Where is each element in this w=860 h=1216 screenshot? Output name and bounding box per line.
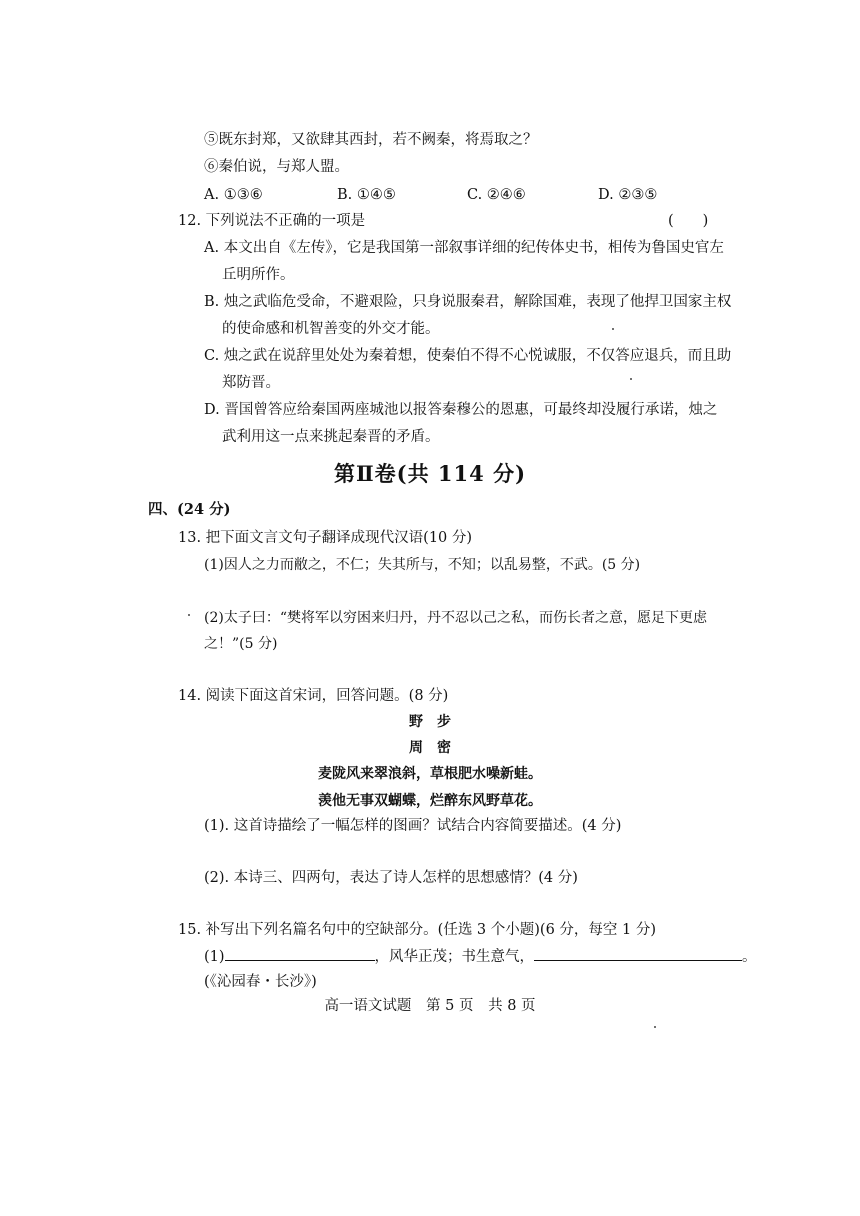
q12-stem: 12. 下列说法不正确的一项是 bbox=[178, 213, 366, 229]
footer-subject: 高一语文试题 bbox=[324, 998, 412, 1014]
q15-item-1-middle: ，风华正茂；书生意气， bbox=[374, 949, 535, 965]
scan-speck bbox=[612, 328, 614, 330]
footer-total-pages: 共 8 页 bbox=[488, 998, 536, 1014]
q13-stem: 13. 把下面文言文句子翻译成现代汉语(10 分) bbox=[178, 530, 473, 546]
q15-item-1-source: (《沁园春・长沙》) bbox=[204, 974, 317, 990]
scan-speck bbox=[188, 614, 190, 616]
poem-author: 周 密 bbox=[409, 740, 451, 756]
q12-option-d-line2: 武利用这一点来挑起秦晋的矛盾。 bbox=[222, 429, 440, 445]
poem-title: 野 步 bbox=[409, 714, 451, 730]
q11-item-5: ⑤既东封郑，又欲肆其西封，若不阙秦，将焉取之？ bbox=[204, 132, 538, 148]
q13-sentence-2-line1: (2)太子曰：“樊将军以穷困来归丹，丹不忍以己之私，而伤长者之意，愿足下更虑 bbox=[204, 610, 707, 626]
q13-sentence-1: (1)因人之力而敝之，不仁；失其所与，不知；以乱易整，不武。(5 分) bbox=[204, 557, 641, 573]
page-footer bbox=[0, 996, 860, 1016]
q12-option-c-line1: C. 烛之武在说辞里处处为秦着想，使秦伯不得不心悦诚服，不仅答应退兵，而且助 bbox=[204, 348, 732, 364]
q14-stem: 14. 阅读下面这首宋词，回答问题。(8 分) bbox=[178, 688, 449, 704]
q15-blank-2[interactable] bbox=[534, 946, 742, 961]
poem-line-1: 麦陇风来翠浪斜，草根肥水噪新蛙。 bbox=[318, 766, 542, 782]
scan-speck bbox=[654, 1026, 656, 1028]
q15-blank-1[interactable] bbox=[225, 946, 375, 961]
q14-sub-question-1: (1). 这首诗描绘了一幅怎样的图画？试结合内容简要描述。(4 分) bbox=[204, 818, 622, 834]
q12-answer-paren: ( ) bbox=[668, 213, 709, 229]
footer-page-number: 第 5 页 bbox=[426, 998, 474, 1014]
q12-option-b-line1: B. 烛之武临危受命，不避艰险，只身说服秦君，解除国难，表现了他捍卫国家主权 bbox=[204, 294, 732, 310]
part4-heading: 四、(24 分) bbox=[148, 501, 231, 518]
q12-option-b-line2: 的使命感和机智善变的外交才能。 bbox=[222, 321, 440, 337]
q12-option-c-line2: 郑防晋。 bbox=[222, 375, 280, 391]
q15-fill-line-1 bbox=[204, 946, 757, 967]
q11-option-d: D. ②③⑤ bbox=[598, 187, 658, 203]
q13-sentence-2-line2: 之！”(5 分) bbox=[204, 636, 278, 652]
scan-speck bbox=[630, 378, 632, 380]
q12-option-a-line2: 丘明所作。 bbox=[222, 267, 295, 283]
q15-stem: 15. 补写出下列名篇名句中的空缺部分。(任选 3 个小题)(6 分，每空 1 分) bbox=[178, 922, 657, 938]
section-title: 第Ⅱ卷(共 114 分) bbox=[333, 461, 527, 486]
q15-item-1-end: 。 bbox=[742, 949, 757, 965]
q14-sub-question-2: (2). 本诗三、四两句，表达了诗人怎样的思想感情？(4 分) bbox=[204, 870, 578, 886]
q12-option-a-line1: A. 本文出自《左传》，它是我国第一部叙事详细的纪传体史书，相传为鲁国史官左 bbox=[204, 240, 724, 256]
q11-option-b: B. ①④⑤ bbox=[337, 187, 396, 203]
q15-item-1-number: (1) bbox=[204, 949, 225, 965]
q11-option-a: A. ①③⑥ bbox=[204, 187, 263, 203]
q12-option-d-line1: D. 晋国曾答应给秦国两座城池以报答秦穆公的恩惠，可最终却没履行承诺，烛之 bbox=[204, 402, 718, 418]
poem-line-2: 羡他无事双蝴蝶，烂醉东风野草花。 bbox=[318, 793, 542, 809]
q11-item-6: ⑥秦伯说，与郑人盟。 bbox=[204, 159, 349, 175]
q11-option-c: C. ②④⑥ bbox=[467, 187, 526, 203]
